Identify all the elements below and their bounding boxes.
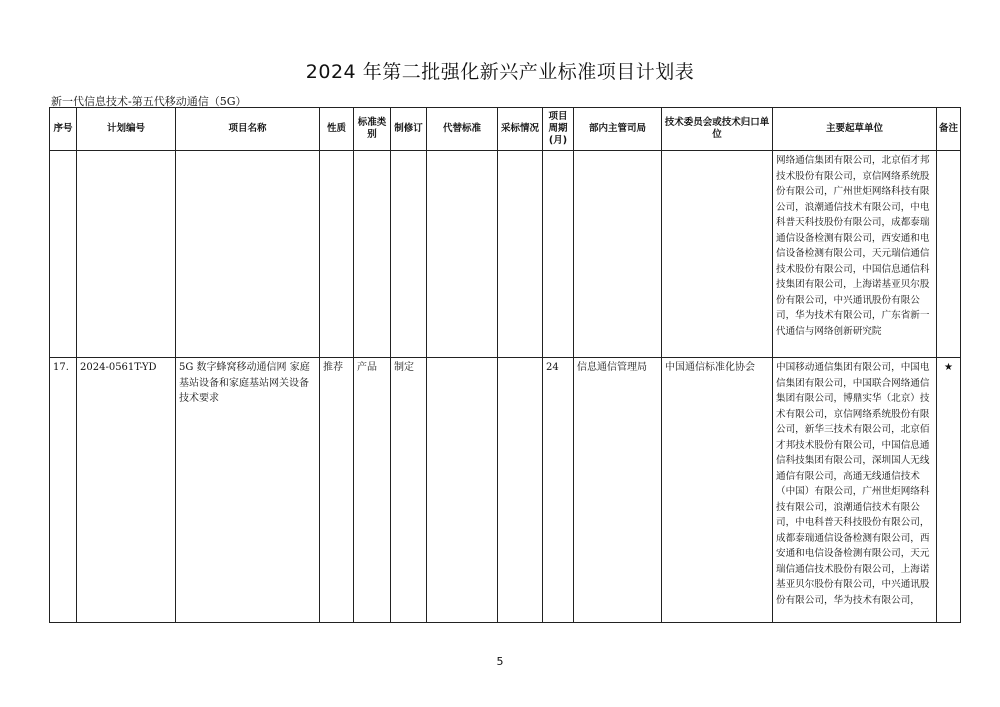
plan-table	[49, 107, 961, 623]
cell-adopt	[498, 151, 543, 358]
page-number: 5	[496, 655, 504, 668]
header-name: 项目名称	[176, 108, 320, 151]
cell-nature	[320, 151, 354, 358]
header-replace: 代替标准	[427, 108, 498, 151]
cell-replace	[427, 151, 498, 358]
cell-seq: 17.	[50, 358, 77, 623]
cell-replace	[427, 358, 498, 623]
table-row-17	[50, 358, 961, 623]
header-plan-no: 计划编号	[77, 108, 176, 151]
cell-note-star: ★	[937, 358, 961, 623]
cell-period: 24	[543, 358, 574, 623]
cell-adopt	[498, 358, 543, 623]
cell-drafters: 中国移动通信集团有限公司，中国电信集团有限公司，中国联合网络通信集团有限公司，博鼎实华（北京）技术有限公司，京信网络系统股份有限公司，新华三技术有限公司，北京佰才邦技术股份有限公司，中国信息通信科技集团有限公司，深圳国人无线通信有限公司，高通无线通信技术（中国）有限公司，广州世炬网络科技有限公司，浪潮通信技术有限公司，中电科普天科技股份有限公司，成都泰瑞通信设备检测有限公司，西安通和电信设备检测有限公司，天元瑞信通信技术股份有限公司，上海诺基亚贝尔股份有限公司，中兴通讯股份有限公司，华为技术有限公司，	[773, 358, 937, 623]
header-seq: 序号	[50, 108, 77, 151]
cell-period	[543, 151, 574, 358]
header-nature: 性质	[320, 108, 354, 151]
cell-dept: 信息通信管理局	[574, 358, 662, 623]
cell-seq	[50, 151, 77, 358]
cell-nature: 推荐	[320, 358, 354, 623]
cell-revise	[391, 151, 427, 358]
cell-std-type: 产品	[354, 358, 391, 623]
cell-committee	[662, 151, 773, 358]
header-period: 项目周期(月)	[543, 108, 574, 151]
header-std-type: 标准类别	[354, 108, 391, 151]
header-note: 备注	[937, 108, 961, 151]
header-row	[50, 108, 961, 151]
header-dept: 部内主管司局	[574, 108, 662, 151]
cell-name: 5G 数字蜂窝移动通信网 家庭基站设备和家庭基站网关设备技术要求	[176, 358, 320, 623]
section-subtitle: 新一代信息技术-第五代移动通信（5G）	[51, 95, 247, 108]
cell-plan-no	[77, 151, 176, 358]
cell-revise: 制定	[391, 358, 427, 623]
document-title: 2024 年第二批强化新兴产业标准项目计划表	[305, 61, 695, 83]
cell-dept	[574, 151, 662, 358]
cell-drafters: 网络通信集团有限公司，北京佰才邦技术股份有限公司，京信网络系统股份有限公司，广州世炬网络科技有限公司，浪潮通信技术有限公司，中电科普天科技股份有限公司，成都泰瑞通信设备检测有限公司，西安通和电信设备检测有限公司，天元瑞信通信技术股份有限公司，中国信息通信科技集团有限公司，上海诺基亚贝尔股份有限公司，中兴通讯股份有限公司，华为技术有限公司，广东省新一代通信与网络创新研究院	[773, 151, 937, 358]
cell-std-type	[354, 151, 391, 358]
header-drafters: 主要起草单位	[773, 108, 937, 151]
cell-note	[937, 151, 961, 358]
cell-name	[176, 151, 320, 358]
header-revise: 制修订	[391, 108, 427, 151]
table-row-continuation	[50, 151, 961, 358]
header-adopt: 采标情况	[498, 108, 543, 151]
header-committee: 技术委员会或技术归口单位	[662, 108, 773, 151]
cell-plan-no: 2024-0561T-YD	[77, 358, 176, 623]
cell-committee: 中国通信标准化协会	[662, 358, 773, 623]
